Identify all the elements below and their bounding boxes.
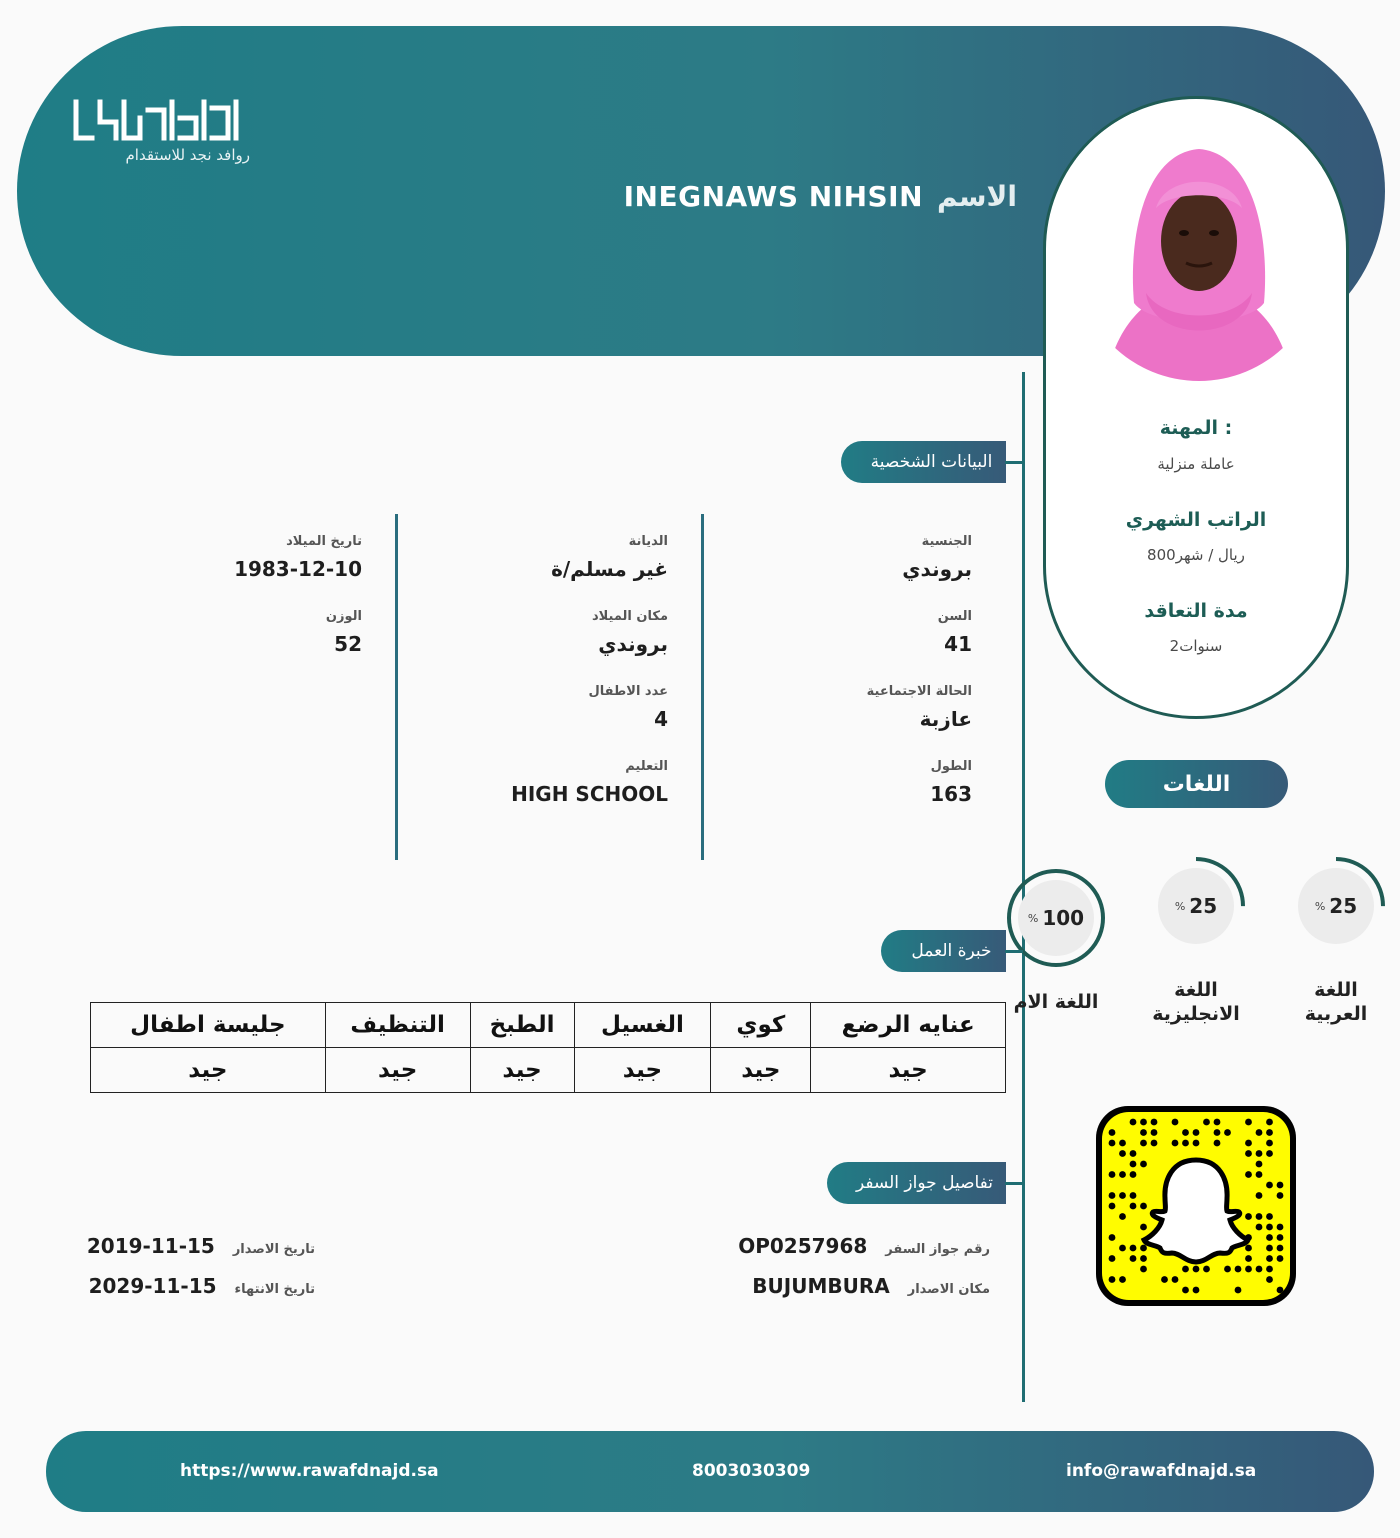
skill-header: الطبخ	[470, 1003, 574, 1048]
snapcode-dot	[1130, 1161, 1137, 1168]
education-label: التعليم	[625, 759, 668, 774]
snapcode-dot	[1109, 1255, 1116, 1262]
skill-value: جيد	[711, 1048, 811, 1093]
snapcode-dot	[1119, 1245, 1126, 1252]
snapcode-dot	[1119, 1276, 1126, 1283]
snapcode-dot	[1140, 1129, 1147, 1136]
gauge-value: % 100	[1018, 880, 1094, 956]
snapcode-dot	[1203, 1119, 1210, 1126]
snapcode-dot	[1193, 1287, 1200, 1294]
personal-column-3	[150, 534, 362, 656]
snapcode-dot	[1266, 1266, 1273, 1273]
snapcode-dot	[1256, 1192, 1263, 1199]
snapcode-dot	[1130, 1119, 1137, 1126]
snapcode-dot	[1119, 1171, 1126, 1178]
snapcode-dot	[1172, 1276, 1179, 1283]
passport-place-label: مكان الاصدار	[907, 1282, 990, 1297]
snapcode-dot	[1256, 1213, 1263, 1220]
snapcode-dot	[1161, 1276, 1168, 1283]
snapcode-dot	[1266, 1129, 1273, 1136]
snapcode-dot	[1130, 1150, 1137, 1157]
snapcode-dot	[1245, 1140, 1252, 1147]
snapcode-dot	[1109, 1140, 1116, 1147]
snapcode-dot	[1245, 1213, 1252, 1220]
snapcode-dot	[1151, 1140, 1158, 1147]
skill-header: التنظيف	[325, 1003, 470, 1048]
education-value: HIGH SCHOOL	[511, 782, 668, 806]
snapcode-dot	[1109, 1129, 1116, 1136]
snapcode-dots	[1102, 1112, 1290, 1300]
brand-subtitle: روافد نجد للاستقدام	[125, 146, 250, 164]
name-label: الاسم	[937, 180, 1017, 213]
snapcode-dot	[1245, 1171, 1252, 1178]
passport-issue-row	[87, 1234, 315, 1258]
website-link[interactable]: https://www.rawafdnajd.sa	[180, 1461, 439, 1481]
snapcode-dot	[1140, 1266, 1147, 1273]
birthplace-value: بروندي	[598, 632, 668, 656]
snapcode-dot	[1203, 1266, 1210, 1273]
snapcode-dot	[1245, 1119, 1252, 1126]
snapcode-dot	[1130, 1203, 1137, 1210]
skill-value: جيد	[574, 1048, 711, 1093]
snapcode-dot	[1109, 1192, 1116, 1199]
skill-value: جيد	[470, 1048, 574, 1093]
snapcode-dot	[1277, 1255, 1284, 1262]
snapcode-dot	[1151, 1119, 1158, 1126]
snapcode-dot	[1256, 1161, 1263, 1168]
snapcode-dot	[1172, 1140, 1179, 1147]
profession-value: عاملة منزلية	[1157, 455, 1235, 473]
snapcode-face	[1102, 1112, 1290, 1300]
snapcode-dot	[1214, 1140, 1221, 1147]
skill-value: جيد	[325, 1048, 470, 1093]
snapcode-dot	[1140, 1224, 1147, 1231]
snapcode-dot	[1140, 1119, 1147, 1126]
birthdate-value: 1983-12-10	[234, 557, 362, 581]
contract-label: مدة التعاقد	[1144, 600, 1248, 622]
snapcode-dot	[1119, 1150, 1126, 1157]
gauge-value: % 25	[1298, 868, 1374, 944]
languages-tag: اللغات	[1105, 760, 1288, 808]
snapcode-dot	[1130, 1255, 1137, 1262]
snapcode-dot	[1245, 1150, 1252, 1157]
marital-label: الحالة الاجتماعية	[866, 684, 972, 699]
snapcode-dot	[1256, 1224, 1263, 1231]
snapcode-dot	[1119, 1140, 1126, 1147]
weight-label: الوزن	[325, 609, 362, 624]
skills-table	[90, 1002, 1006, 1093]
snapcode-dot	[1266, 1234, 1273, 1241]
passport-expiry-row	[89, 1274, 315, 1298]
tag-connector	[1005, 1182, 1023, 1185]
snapcode-dot	[1182, 1287, 1189, 1294]
snapcode[interactable]	[1096, 1106, 1296, 1306]
snapcode-dot	[1277, 1245, 1284, 1252]
marital-value: عازبة	[919, 707, 972, 731]
passport-place-value: BUJUMBURA	[752, 1274, 890, 1298]
snapcode-dot	[1266, 1140, 1273, 1147]
tag-connector	[1005, 950, 1023, 953]
phone-number[interactable]: 8003030309	[692, 1461, 811, 1481]
worker-photo	[1076, 113, 1322, 381]
language-label-mother: اللغة الام	[1013, 991, 1099, 1013]
language-gauge-arabic	[1286, 856, 1386, 956]
birthdate-label: تاريخ الميلاد	[286, 534, 362, 549]
salary-value: 800ريال / شهر	[1147, 546, 1245, 564]
snapcode-dot	[1224, 1129, 1231, 1136]
passport-tag: تفاصيل جواز السفر	[827, 1162, 1006, 1204]
brand-logo	[72, 98, 248, 142]
personal-column-2	[420, 534, 668, 806]
skill-header: كوي	[711, 1003, 811, 1048]
snapcode-dot	[1277, 1182, 1284, 1189]
ghost-icon	[1144, 1160, 1248, 1262]
snapcode-dot	[1109, 1234, 1116, 1241]
passport-issue-label: تاريخ الاصدار	[232, 1242, 315, 1257]
skills-value-row	[91, 1048, 1006, 1093]
personal-data-tag: البيانات الشخصية	[841, 441, 1006, 483]
snapcode-dot	[1266, 1224, 1273, 1231]
religion-value: غير مسلم/ة	[551, 557, 668, 581]
snapcode-dot	[1109, 1276, 1116, 1283]
skill-header: عنايه الرضع	[811, 1003, 1006, 1048]
email-link[interactable]: info@rawafdnajd.sa	[1066, 1461, 1257, 1481]
profile-card	[1043, 96, 1349, 719]
snapcode-dot	[1140, 1203, 1147, 1210]
contract-value: 2سنوات	[1169, 637, 1223, 655]
snapcode-dot	[1214, 1129, 1221, 1136]
snapcode-dot	[1266, 1255, 1273, 1262]
snapcode-dot	[1130, 1171, 1137, 1178]
snapcode-dot	[1266, 1182, 1273, 1189]
passport-expiry-value: 2029-11-15	[88, 1274, 217, 1298]
snapcode-dot	[1172, 1119, 1179, 1126]
weight-value: 52	[334, 632, 362, 656]
passport-place-row	[752, 1274, 990, 1298]
snapcode-dot	[1130, 1192, 1137, 1199]
snapcode-dot	[1109, 1171, 1116, 1178]
children-label: عدد الاطفال	[588, 684, 668, 699]
birthplace-label: مكان الميلاد	[591, 609, 668, 624]
age-label: السن	[937, 609, 972, 624]
snapcode-dot	[1266, 1150, 1273, 1157]
profession-label: المهنة :	[1159, 417, 1233, 439]
skill-header: الغسيل	[574, 1003, 711, 1048]
snapcode-dot	[1193, 1129, 1200, 1136]
religion-label: الديانة	[628, 534, 668, 549]
snapcode-dot	[1151, 1129, 1158, 1136]
snapcode-dot	[1245, 1245, 1252, 1252]
passport-expiry-label: تاريخ الانتهاء	[234, 1282, 315, 1297]
snapcode-dot	[1214, 1119, 1221, 1126]
snapcode-dot	[1256, 1266, 1263, 1273]
snapcode-dot	[1277, 1234, 1284, 1241]
skill-header: جليسة اطفال	[91, 1003, 326, 1048]
snapcode-dot	[1193, 1140, 1200, 1147]
language-gauge-mother	[1006, 868, 1106, 968]
snapcode-dot	[1266, 1245, 1273, 1252]
gauge-value: % 25	[1158, 868, 1234, 944]
snapcode-dot	[1277, 1287, 1284, 1294]
snapcode-dot	[1140, 1161, 1147, 1168]
worker-name	[624, 180, 1017, 213]
passport-number-label: رقم جواز السفر	[885, 1242, 990, 1257]
name-value: INEGNAWS NIHSIN	[623, 180, 924, 213]
snapcode-dot	[1277, 1224, 1284, 1231]
snapcode-dot	[1245, 1266, 1252, 1273]
snapcode-dot	[1277, 1192, 1284, 1199]
snapcode-dot	[1256, 1171, 1263, 1178]
skill-value: جيد	[91, 1048, 326, 1093]
snapcode-dot	[1256, 1129, 1263, 1136]
nationality-label: الجنسية	[921, 534, 972, 549]
experience-tag: خبرة العمل	[881, 930, 1006, 972]
language-label-english: اللغة الانجليزية	[1152, 979, 1240, 1025]
column-divider	[701, 514, 704, 860]
snapcode-dot	[1140, 1255, 1147, 1262]
salary-label: الراتب الشهري	[1125, 509, 1267, 531]
snapcode-dot	[1235, 1266, 1242, 1273]
snapcode-dot	[1119, 1213, 1126, 1220]
age-value: 41	[944, 632, 972, 656]
height-value: 163	[930, 782, 972, 806]
snapcode-dot	[1235, 1287, 1242, 1294]
column-divider	[395, 514, 398, 860]
passport-number-row	[738, 1234, 990, 1258]
passport-number-value: OP0257968	[738, 1234, 868, 1258]
skill-value: جيد	[811, 1048, 1006, 1093]
snapcode-dot	[1182, 1140, 1189, 1147]
skills-header-row	[91, 1003, 1006, 1048]
snapcode-dot	[1266, 1276, 1273, 1283]
snapcode-dot	[1224, 1266, 1231, 1273]
language-gauge-english	[1146, 856, 1246, 956]
snapcode-dot	[1256, 1150, 1263, 1157]
snapcode-dot	[1130, 1245, 1137, 1252]
language-label-arabic: اللغة العربية	[1304, 979, 1368, 1025]
snapcode-dot	[1140, 1245, 1147, 1252]
children-value: 4	[654, 707, 668, 731]
snapcode-dot	[1182, 1129, 1189, 1136]
snapcode-dot	[1119, 1192, 1126, 1199]
tag-connector	[1005, 461, 1023, 464]
height-label: الطول	[930, 759, 972, 774]
nationality-value: بروندي	[902, 557, 972, 581]
passport-issue-value: 2019-11-15	[86, 1234, 215, 1258]
snapcode-dot	[1245, 1255, 1252, 1262]
snapcode-dot	[1193, 1266, 1200, 1273]
snapcode-dot	[1266, 1213, 1273, 1220]
snapcode-dot	[1266, 1119, 1273, 1126]
snapcode-dot	[1140, 1140, 1147, 1147]
personal-column-1	[730, 534, 972, 806]
snapcode-dot	[1109, 1203, 1116, 1210]
snapcode-dot	[1182, 1266, 1189, 1273]
